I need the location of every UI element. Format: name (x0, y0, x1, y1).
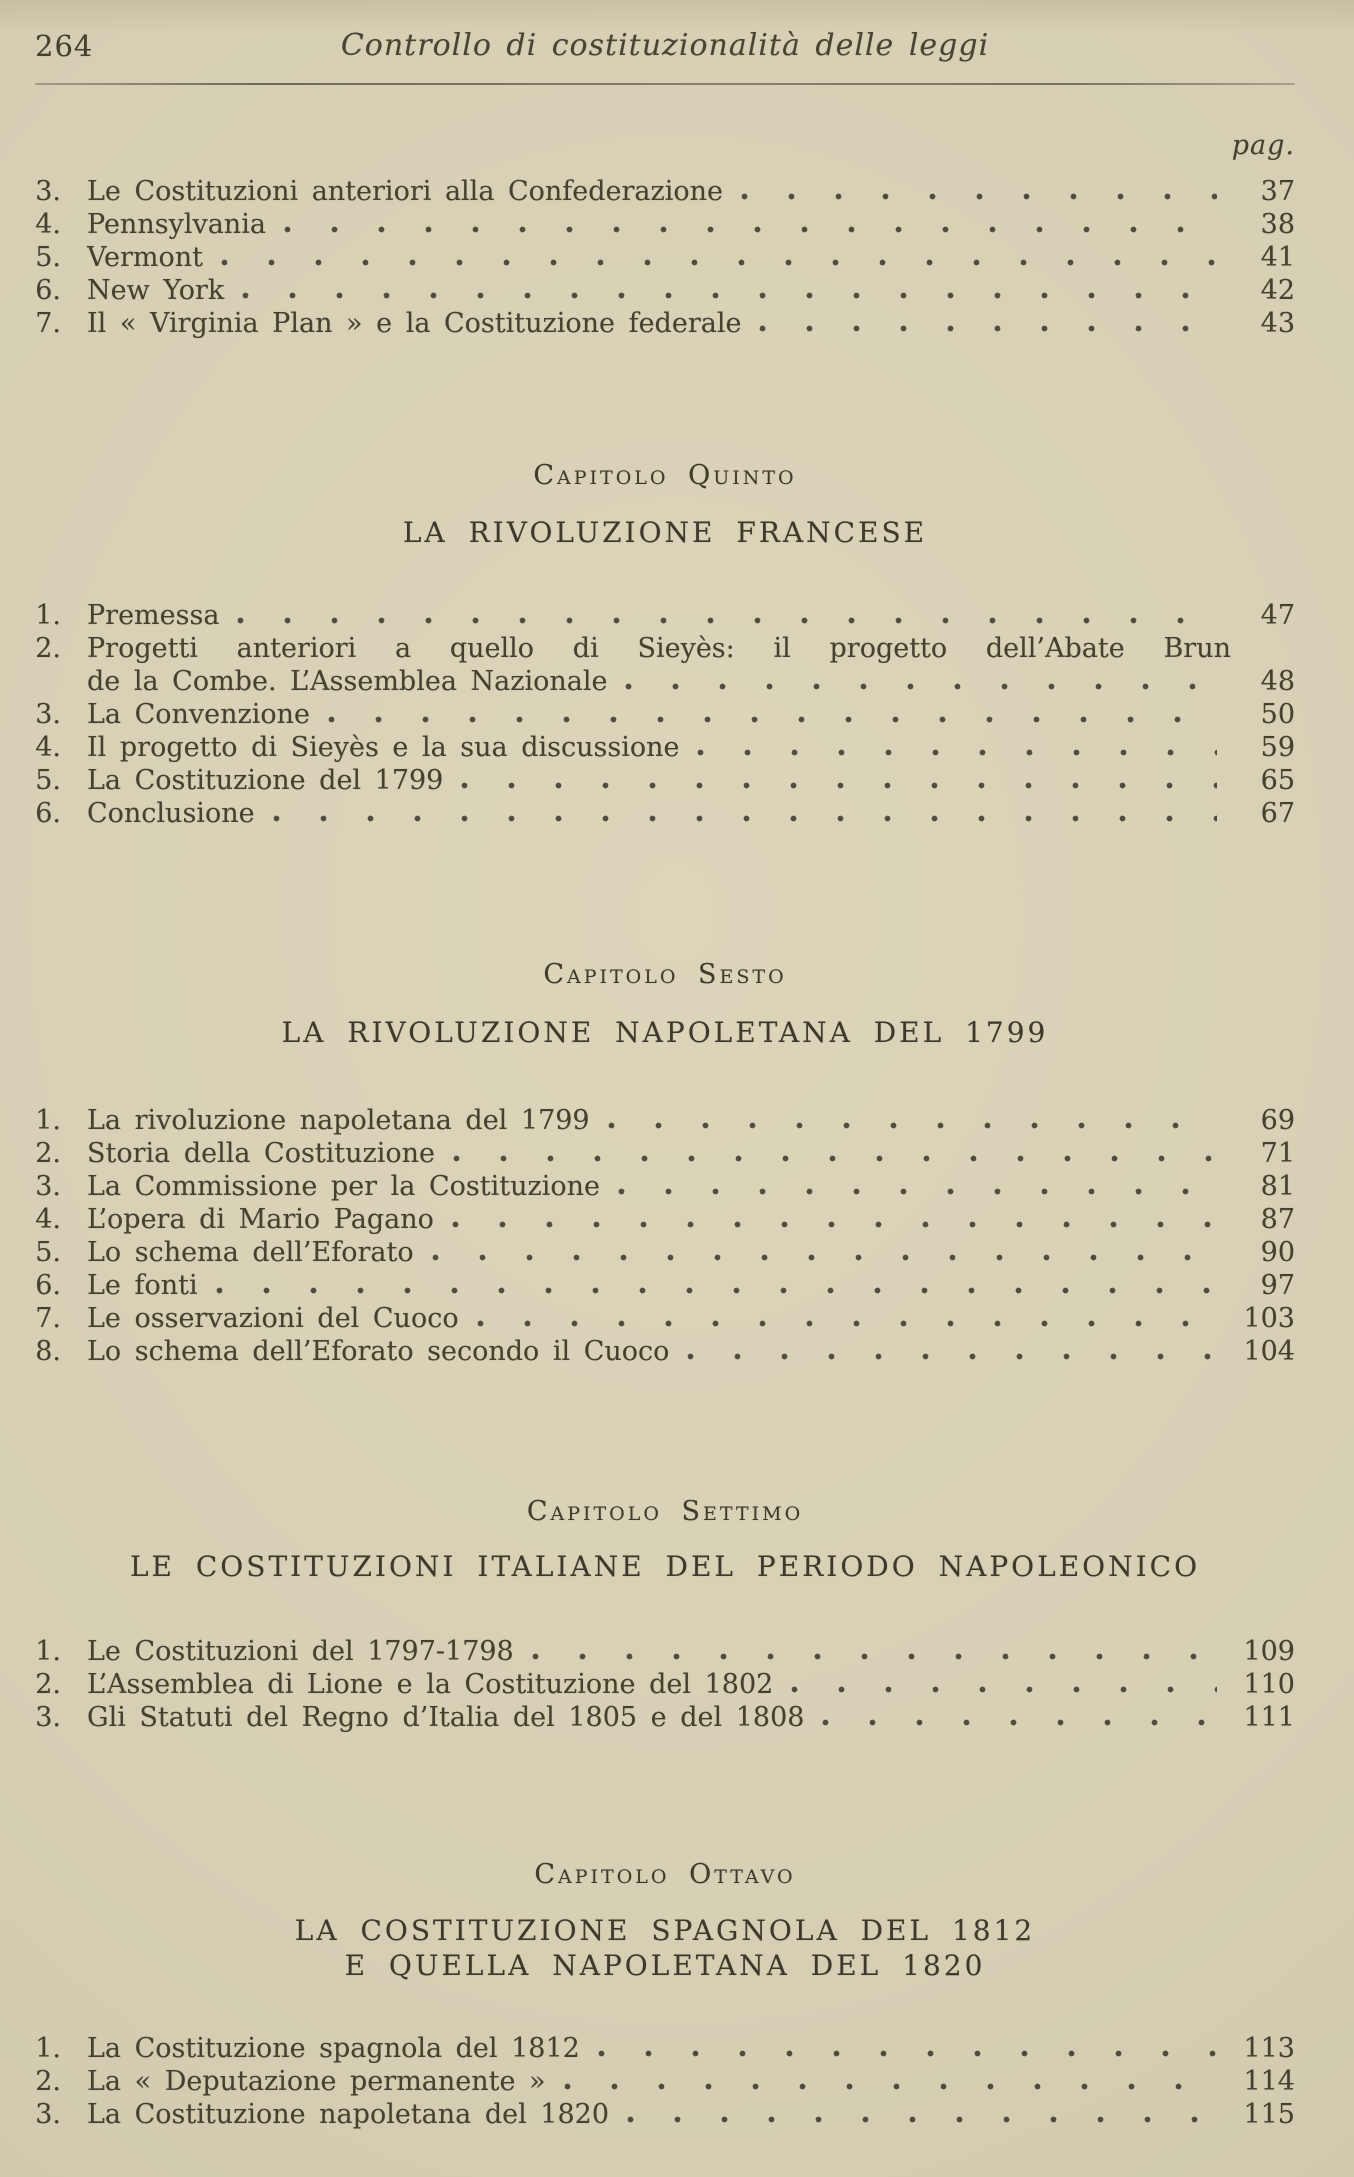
toc-item (35, 1668, 1295, 1701)
toc-items (35, 599, 1295, 830)
running-title: Controllo di costituzionalità delle leggi (340, 28, 990, 63)
toc-items (35, 1104, 1295, 1368)
toc-section (35, 175, 1295, 340)
toc-item-page: 87 (1260, 1204, 1295, 1235)
section-title: LE COSTITUZIONI ITALIANE DEL PERIODO NAPOLEONICO (129, 1550, 1201, 1583)
toc-item-row (35, 665, 1295, 698)
toc-item-title: Le Costituzioni anteriori alla Confederazione (87, 176, 724, 207)
dot-leader (432, 1254, 1217, 1261)
header-rule (35, 83, 1295, 85)
chapter-heading: Capitolo Sesto (543, 959, 787, 990)
dot-leader (564, 2083, 1217, 2090)
toc-item-number: 3. (35, 1702, 61, 1733)
toc-item (35, 2032, 1295, 2065)
toc-item-page: 90 (1260, 1237, 1295, 1268)
toc-item-title: Il « Virginia Plan » e la Costituzione federale (87, 308, 742, 339)
toc-item-page: 109 (1243, 1636, 1295, 1667)
toc-item (35, 764, 1295, 797)
toc-item (35, 1104, 1295, 1137)
toc-item (35, 175, 1295, 208)
toc-item (35, 1302, 1295, 1335)
toc-item-page: 103 (1243, 1303, 1295, 1334)
dot-leader (284, 226, 1217, 233)
pag-label: pag. (1231, 130, 1295, 161)
toc-item-title: Conclusione (87, 798, 255, 829)
dot-leader (741, 193, 1217, 200)
toc-item-row (35, 1302, 1295, 1335)
toc-item-number: 7. (35, 308, 61, 339)
toc-item-title: Le fonti (87, 1270, 198, 1301)
toc-item-title: La Commissione per la Costituzione (87, 1171, 600, 1202)
toc-item-number: 4. (35, 732, 61, 763)
toc-item-number: 1. (35, 600, 61, 631)
toc-item-number: 5. (35, 242, 61, 273)
dot-leader (216, 1287, 1217, 1294)
toc-item-number: 6. (35, 1270, 61, 1301)
toc-section (35, 1495, 1295, 1734)
section-title: LA COSTITUZIONE SPAGNOLA DEL 1812 (294, 1914, 1036, 1947)
toc-item-number: 7. (35, 1303, 61, 1334)
dot-leader (273, 815, 1217, 822)
toc-item-title: New York (87, 275, 225, 306)
toc-item-number: 1. (35, 1636, 61, 1667)
toc-item-number: 1. (35, 1105, 61, 1136)
toc-item (35, 698, 1295, 731)
toc-item-page: 37 (1260, 176, 1295, 207)
dot-leader (608, 1122, 1217, 1129)
toc-item (35, 2065, 1295, 2098)
toc-item-number: 6. (35, 798, 61, 829)
toc-section (35, 958, 1295, 1368)
toc-item-title: Premessa (87, 600, 220, 631)
toc-item-page: 65 (1260, 765, 1295, 796)
toc-item-number: 3. (35, 1171, 61, 1202)
toc-item-row (35, 797, 1295, 830)
toc-item-page: 110 (1243, 1669, 1295, 1700)
toc-item (35, 1236, 1295, 1269)
toc-item-page: 42 (1260, 275, 1295, 306)
toc-items (35, 2032, 1295, 2131)
toc-item-page: 67 (1260, 798, 1295, 829)
toc-item-row (35, 698, 1295, 731)
toc-item-row (35, 274, 1295, 307)
toc-item (35, 1269, 1295, 1302)
toc-item-row (35, 307, 1295, 340)
toc-item-row (35, 1170, 1295, 1203)
toc-item (35, 1170, 1295, 1203)
toc-item-title: La rivoluzione napoletana del 1799 (87, 1105, 590, 1136)
toc-item-title: L’opera di Mario Pagano (87, 1204, 434, 1235)
toc-item-number: 2. (35, 633, 61, 664)
dot-leader (697, 749, 1217, 756)
toc-item (35, 1335, 1295, 1368)
toc-item (35, 797, 1295, 830)
toc-item-row (35, 1701, 1295, 1734)
toc-item-title: de la Combe. L’Assemblea Nazionale (87, 666, 608, 697)
toc-item-row (35, 2065, 1295, 2098)
toc-item-row (35, 1668, 1295, 1701)
toc-item-number: 2. (35, 1138, 61, 1169)
toc-item-number: 2. (35, 2066, 61, 2097)
dot-leader (627, 2116, 1217, 2123)
toc-item (35, 241, 1295, 274)
toc-item (35, 1137, 1295, 1170)
toc-item-title: Il progetto di Sieyès e la sua discussione (87, 732, 680, 763)
toc-item-number: 5. (35, 1237, 61, 1268)
toc-section (35, 459, 1295, 830)
toc-item-page: 69 (1260, 1105, 1295, 1136)
dot-leader (328, 716, 1217, 723)
toc-item-row (35, 2098, 1295, 2131)
dot-leader (461, 782, 1217, 789)
toc-item-row (35, 1635, 1295, 1668)
toc-item-number: 2. (35, 1669, 61, 1700)
toc-item-number: 3. (35, 2099, 61, 2130)
page-header (35, 28, 1295, 64)
page-number: 264 (35, 29, 94, 63)
toc-item-number: 4. (35, 209, 61, 240)
toc-item-row (35, 1203, 1295, 1236)
toc-item-row (35, 599, 1295, 632)
toc-item (35, 599, 1295, 632)
toc-item-page: 81 (1260, 1171, 1295, 1202)
dot-leader (625, 683, 1217, 690)
toc-item-title: La Costituzione napoletana del 1820 (87, 2099, 610, 2130)
dot-leader (452, 1221, 1217, 1228)
dot-leader (221, 259, 1217, 266)
section-title: LA RIVOLUZIONE FRANCESE (402, 516, 928, 549)
dot-leader (618, 1188, 1217, 1195)
toc-item-row (35, 1236, 1295, 1269)
toc-item-page: 59 (1260, 732, 1295, 763)
dot-leader (532, 1653, 1217, 1660)
toc-item (35, 731, 1295, 764)
toc-item-page: 71 (1260, 1138, 1295, 1169)
toc-item-page: 113 (1243, 2033, 1295, 2064)
toc-item-page: 50 (1260, 699, 1295, 730)
toc-item-title: La Convenzione (87, 699, 311, 730)
toc-item-number: 4. (35, 1204, 61, 1235)
toc-item-page: 114 (1243, 2066, 1295, 2097)
section-title: E QUELLA NAPOLETANA DEL 1820 (344, 1949, 986, 1982)
dot-leader (477, 1320, 1217, 1327)
chapter-heading: Capitolo Settimo (526, 1496, 804, 1527)
dot-leader (759, 325, 1217, 332)
toc-item-row (35, 731, 1295, 764)
toc-item-page: 97 (1260, 1270, 1295, 1301)
toc-item-row (35, 1269, 1295, 1302)
toc-item-title: Progetti anteriori a quello di Sieyès: il progetto dell’Abate Brun (87, 633, 1231, 664)
toc-item-row (35, 2032, 1295, 2065)
pag-row (35, 129, 1295, 166)
toc-item (35, 1635, 1295, 1668)
toc-item-page: 47 (1260, 600, 1295, 631)
dot-leader (687, 1353, 1217, 1360)
toc-item-number: 1. (35, 2033, 61, 2064)
toc-item (35, 1701, 1295, 1734)
section-title: LA RIVOLUZIONE NAPOLETANA DEL 1799 (281, 1016, 1049, 1049)
toc-item-row (35, 175, 1295, 208)
toc-item-number: 3. (35, 176, 61, 207)
toc-item-title: La Costituzione spagnola del 1812 (87, 2033, 580, 2064)
toc-item-page: 111 (1243, 1702, 1295, 1733)
dot-leader (242, 292, 1217, 299)
toc-item-page: 41 (1260, 242, 1295, 273)
toc-item-title: Lo schema dell’Eforato secondo il Cuoco (87, 1336, 670, 1367)
toc-item-title: L’Assemblea di Lione e la Costituzione del 1802 (87, 1669, 774, 1700)
toc-item-number: 3. (35, 699, 61, 730)
toc-item (35, 1203, 1295, 1236)
toc-item (35, 2098, 1295, 2131)
toc-item-title: Pennsylvania (87, 209, 266, 240)
toc-item-number: 5. (35, 765, 61, 796)
toc-item (35, 632, 1295, 698)
toc-item (35, 307, 1295, 340)
toc-item (35, 208, 1295, 241)
toc-item-row (35, 1137, 1295, 1170)
toc-item-number: 8. (35, 1336, 61, 1367)
toc-section (35, 1858, 1295, 2131)
toc-item-page: 48 (1260, 666, 1295, 697)
toc-item-row (35, 632, 1295, 665)
toc-items (35, 175, 1295, 340)
toc-item-page: 115 (1243, 2099, 1295, 2130)
toc-item-title: Gli Statuti del Regno d’Italia del 1805 e del 1808 (87, 1702, 805, 1733)
chapter-heading: Capitolo Quinto (533, 460, 797, 491)
toc-item-title: Lo schema dell’Eforato (87, 1237, 414, 1268)
dot-leader (791, 1686, 1217, 1693)
toc-item-row (35, 241, 1295, 274)
toc-item-row (35, 208, 1295, 241)
toc-item-page: 43 (1260, 308, 1295, 339)
toc-items (35, 1635, 1295, 1734)
toc-item-title: Storia della Costituzione (87, 1138, 436, 1169)
toc-item-number: 6. (35, 275, 61, 306)
toc-item-page: 104 (1243, 1336, 1295, 1367)
toc-item-page: 38 (1260, 209, 1295, 240)
toc-item-title: La Costituzione del 1799 (87, 765, 444, 796)
toc-item-row (35, 764, 1295, 797)
dot-leader (237, 617, 1217, 624)
toc-item-title: Le osservazioni del Cuoco (87, 1303, 459, 1334)
chapter-heading: Capitolo Ottavo (534, 1859, 796, 1890)
dot-leader (598, 2050, 1217, 2057)
toc-item-title: Vermont (87, 242, 204, 273)
dot-leader (453, 1155, 1217, 1162)
toc-item (35, 274, 1295, 307)
toc-item-row (35, 1335, 1295, 1368)
dot-leader (822, 1719, 1217, 1726)
toc-item-title: La « Deputazione permanente » (87, 2066, 546, 2097)
toc (35, 175, 1295, 2131)
toc-item-row (35, 1104, 1295, 1137)
toc-item-title: Le Costituzioni del 1797-1798 (87, 1636, 514, 1667)
